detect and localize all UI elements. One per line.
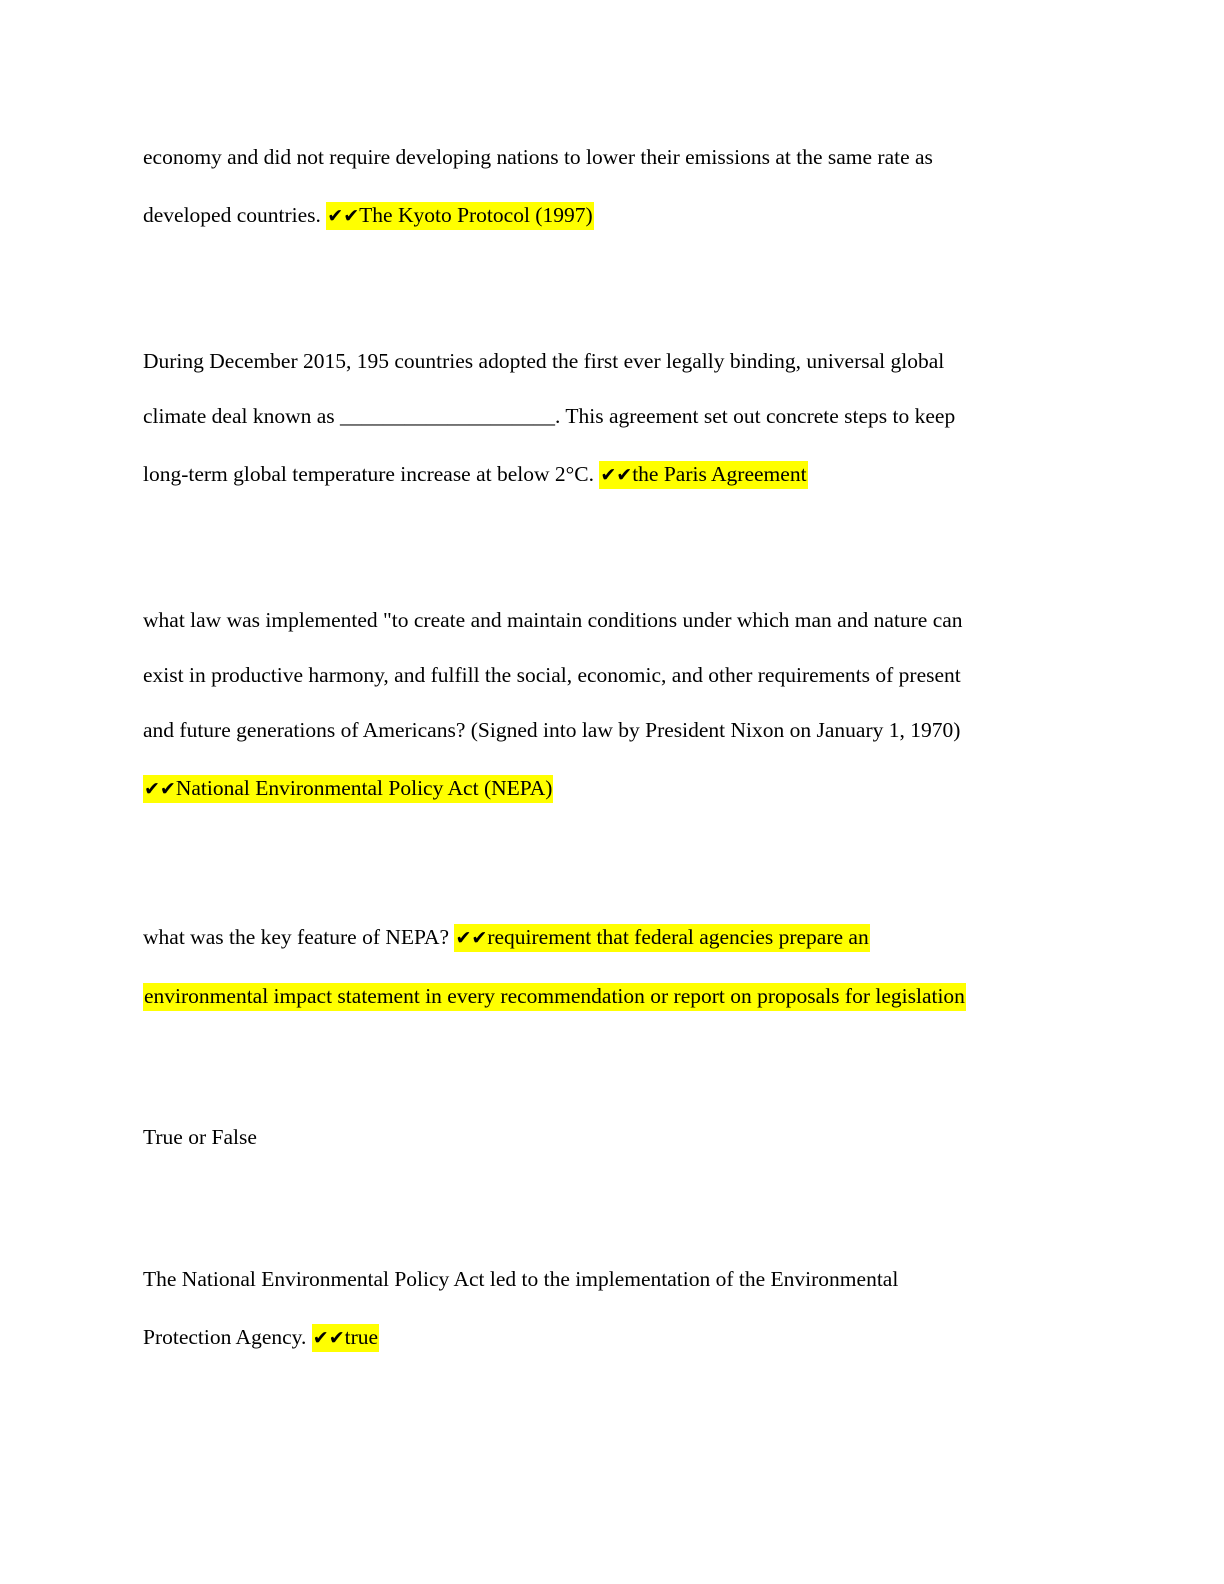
q1-answer: The Kyoto Protocol (1997)	[359, 203, 593, 227]
section-heading: True or False	[143, 1125, 257, 1149]
q1-line-1: economy and did not require developing nations to lower their emissions at the same rate as	[143, 145, 933, 169]
double-check-icon: ✔✔	[455, 927, 488, 949]
q5-answer: true	[344, 1325, 379, 1349]
q5-line-2	[143, 1323, 379, 1351]
q5-answer-highlight	[312, 1324, 379, 1352]
q1-line-2-text: developed countries.	[143, 203, 327, 227]
double-check-icon: ✔✔	[312, 1327, 345, 1349]
double-check-icon: ✔✔	[600, 464, 633, 486]
q2-line-3	[143, 460, 808, 488]
q2-answer: the Paris Agreement	[632, 462, 807, 486]
q4-line-1-text: what was the key feature of NEPA?	[143, 925, 455, 949]
q3-line-2: exist in productive harmony, and fulfill the social, economic, and other requirements of present	[143, 663, 961, 687]
q2-line-1: During December 2015, 195 countries adopted the first ever legally binding, universal global	[143, 349, 945, 373]
q4-answer-highlight-1	[454, 924, 869, 952]
q4-answer-part-2: environmental impact statement in every recommendation or report on proposals for legislation	[144, 984, 965, 1008]
q3-answer: National Environmental Policy Act (NEPA)	[175, 776, 553, 800]
q2-answer-highlight	[599, 461, 807, 489]
q3-answer-highlight	[143, 775, 553, 803]
q2-line-2: climate deal known as ____________________. This agreement set out concrete steps to keep	[143, 404, 956, 428]
q5-line-2-text: Protection Agency.	[143, 1325, 312, 1349]
q4-line-2	[143, 982, 966, 1010]
q3-line-3: and future generations of Americans? (Signed into law by President Nixon on January 1, 1970)	[143, 718, 961, 742]
q4-answer-part-1: requirement that federal agencies prepare an	[487, 925, 869, 949]
q4-line-1	[143, 923, 870, 951]
q5-line-1: The National Environmental Policy Act led to the implementation of the Environmental	[143, 1267, 899, 1291]
double-check-icon: ✔✔	[327, 205, 360, 227]
q3-line-4	[143, 774, 553, 802]
q1-line-2	[143, 201, 594, 229]
q1-answer-highlight	[326, 202, 593, 230]
q3-line-1: what law was implemented "to create and maintain conditions under which man and nature can	[143, 608, 963, 632]
q4-answer-highlight-2	[143, 983, 966, 1011]
double-check-icon: ✔✔	[144, 778, 176, 800]
q2-line-3-text: long-term global temperature increase at below 2°C.	[143, 462, 600, 486]
